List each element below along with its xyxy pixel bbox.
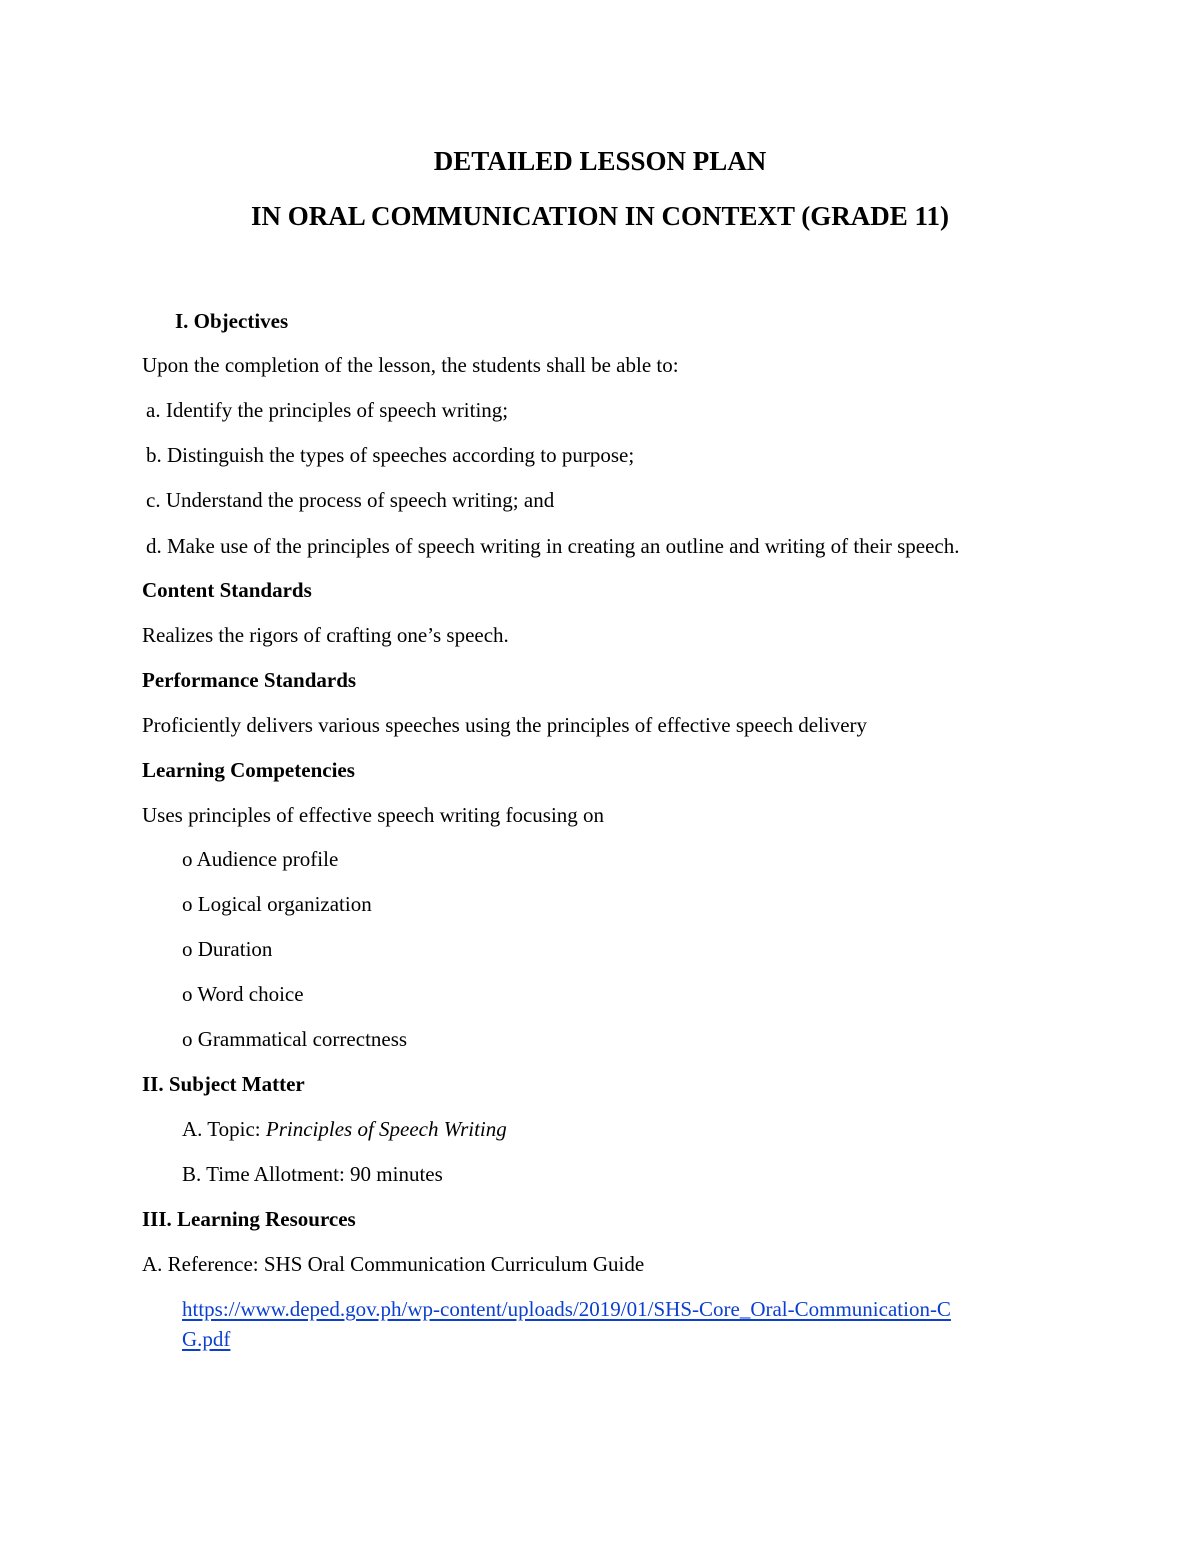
list-item-text: Distinguish the types of speeches according to purpose; [167, 443, 635, 467]
time-label: B. Time Allotment: [182, 1162, 345, 1186]
learning-competencies-intro: Uses principles of effective speech writing focusing on [142, 803, 605, 827]
content-standards-text: Realizes the rigors of crafting one’s speech. [142, 623, 509, 647]
content-standards-heading: Content Standards [142, 578, 312, 602]
list-item-text: Logical organization [197, 892, 372, 916]
performance-standards-text: Proficiently delivers various speeches using the principles of effective speech delivery [142, 713, 868, 737]
list-item-text: Grammatical correctness [197, 1027, 408, 1051]
document-subtitle: IN ORAL COMMUNICATION IN CONTEXT (GRADE 11) [250, 201, 950, 231]
list-marker: d. [146, 534, 162, 558]
bullet-marker: o [182, 892, 193, 916]
document-title: DETAILED LESSON PLAN [433, 146, 767, 176]
list-marker: b. [146, 443, 162, 467]
time-allotment-line [182, 1161, 443, 1187]
bullet-marker: o [182, 982, 193, 1006]
list-marker: c. [146, 488, 161, 512]
list-item-text: Identify the principles of speech writing; [165, 398, 509, 422]
topic-label: A. Topic: [182, 1117, 261, 1141]
time-value: 90 minutes [350, 1162, 443, 1186]
topic-line [182, 1116, 507, 1142]
competency-item [182, 846, 338, 872]
objective-item-c [146, 487, 554, 513]
objective-item-b [146, 442, 634, 468]
reference-link-continued[interactable]: G.pdf [182, 1327, 231, 1351]
objectives-intro: Upon the completion of the lesson, the students shall be able to: [142, 353, 679, 377]
subject-matter-heading: II. Subject Matter [142, 1072, 305, 1096]
list-item-text: Make use of the principles of speech writing in creating an outline and writing of their speech. [167, 534, 960, 558]
list-item-text: Understand the process of speech writing; and [165, 488, 555, 512]
learning-resources-heading: III. Learning Resources [142, 1207, 356, 1231]
list-marker: a. [146, 398, 161, 422]
competency-item [182, 936, 272, 962]
list-item-text: Word choice [197, 982, 304, 1006]
objective-item-a [146, 397, 508, 423]
learning-competencies-heading: Learning Competencies [142, 758, 355, 782]
objective-item-d [146, 533, 960, 559]
competency-item [182, 891, 372, 917]
bullet-marker: o [182, 1027, 193, 1051]
list-item-text: Audience profile [196, 847, 339, 871]
list-item-text: Duration [197, 937, 273, 961]
reference-link[interactable]: https://www.deped.gov.ph/wp-content/uploads/2019/01/SHS-Core_Oral-Communication-C [182, 1297, 951, 1321]
competency-item [182, 981, 304, 1007]
performance-standards-heading: Performance Standards [142, 668, 357, 692]
competency-item [182, 1026, 407, 1052]
topic-value: Principles of Speech Writing [265, 1117, 507, 1141]
bullet-marker: o [182, 847, 193, 871]
objectives-heading: I. Objectives [175, 309, 289, 333]
bullet-marker: o [182, 937, 193, 961]
reference-line: A. Reference: SHS Oral Communication Curriculum Guide [142, 1252, 645, 1276]
